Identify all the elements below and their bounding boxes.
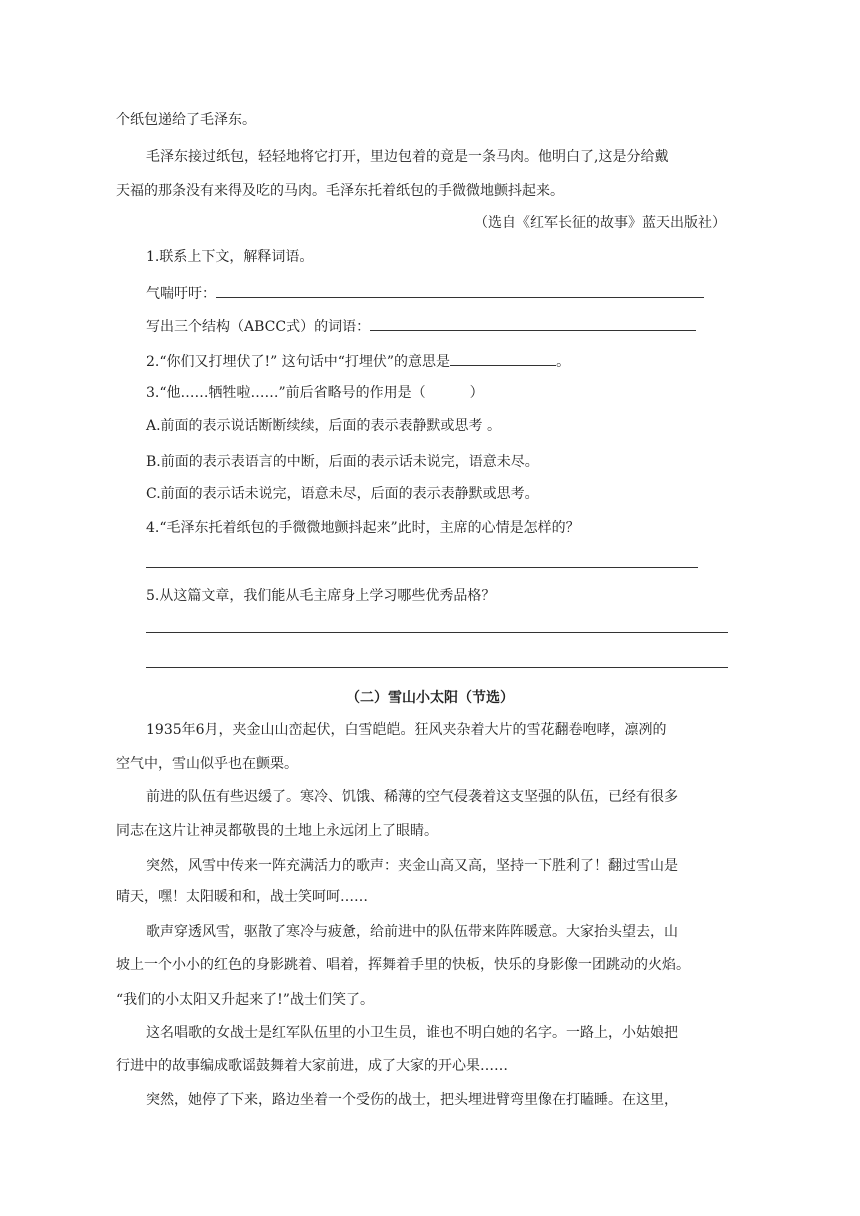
- answer-line[interactable]: [146, 667, 728, 668]
- question-3-text: 3.“他……牺牲啦……”前后省略号的作用是（: [146, 385, 426, 401]
- text-line: “我们的小太阳又升起来了!”战士们笑了。: [116, 992, 374, 1008]
- answer-line[interactable]: [146, 632, 728, 633]
- text-line: 同志在这片让神灵都敬畏的土地上永远闭上了眼睛。: [116, 823, 438, 839]
- text-line: 毛泽东接过纸包，轻轻地将它打开，里边包着的竟是一条马肉。他明白了,这是分给戴: [146, 149, 669, 165]
- source-citation: （选自《红军长征的故事》蓝天出版社）: [474, 215, 726, 231]
- question-3-end: ）: [469, 385, 484, 401]
- question-3: [146, 383, 484, 403]
- question-1a: [146, 283, 704, 304]
- question-2: [146, 351, 570, 372]
- text-line: 突然，她停了下来，路边坐着一个受伤的战士，把头埋进臂弯里像在打瞌睡。在这里，: [146, 1092, 678, 1108]
- answer-blank[interactable]: [450, 351, 556, 366]
- text-line: 行进中的故事编成歌谣鼓舞着大家前进，成了大家的开心果……: [116, 1058, 508, 1074]
- option-c: C.前面的表示话未说完，语意未尽，后面的表示表静默或思考。: [146, 486, 539, 502]
- text-line: 坡上一个小小的红色的身影跳着、唱着，挥舞着手里的快板，快乐的身影像一团跳动的火焰。: [116, 957, 690, 973]
- text-line: 个纸包递给了毛泽东。: [116, 112, 256, 128]
- text-line: 前进的队伍有些迟缓了。寒冷、饥饿、稀薄的空气侵袭着这支坚强的队伍，已经有很多: [146, 789, 678, 805]
- text-line: 天福的那条没有来得及吃的马肉。毛泽东托着纸包的手微微地颤抖起来。: [116, 183, 564, 199]
- text-line: 1935年6月，夹金山山峦起伏，白雪皑皑。狂风夹杂着大片的雪花翻卷咆哮，凛冽的: [146, 722, 667, 738]
- text-line: 突然，风雪中传来一阵充满活力的歌声：夹金山高又高，坚持一下胜利了！翻过雪山是: [146, 858, 678, 874]
- question-2-text: 2.“你们又打埋伏了!” 这句话中“打埋伏”的意思是: [146, 354, 451, 370]
- text-line: 歌声穿透风雪，驱散了寒冷与疲惫，给前进中的队伍带来阵阵暖意。大家抬头望去，山: [146, 924, 678, 940]
- text-line: 空气中，雪山似乎也在颤栗。: [116, 756, 298, 772]
- question-1b-label: 写出三个结构（ABCC式）的词语：: [146, 319, 371, 335]
- question-1a-label: 气喘吁吁：: [146, 286, 216, 302]
- option-b: B.前面的表示表语言的中断，后面的表示话未说完，语意未尽。: [146, 454, 539, 470]
- section-title: （二）雪山小太阳（节选）: [346, 690, 514, 706]
- question-2-end: 。: [556, 354, 571, 370]
- question-1b: [146, 316, 696, 337]
- question-1: 1.联系上下文，解释词语。: [146, 249, 314, 265]
- answer-line[interactable]: [146, 567, 698, 568]
- answer-blank[interactable]: [370, 316, 696, 331]
- answer-blank[interactable]: [216, 283, 704, 298]
- question-4: 4.“毛泽东托着纸包的手微微地颤抖起来”此时，主席的心情是怎样的？: [146, 520, 580, 536]
- text-line: 这名唱歌的女战士是红军队伍里的小卫生员，谁也不明白她的名字。一路上，小姑娘把: [146, 1025, 678, 1041]
- option-a: A.前面的表示说话断断续续，后面的表示表静默或思考 。: [146, 418, 502, 434]
- text-line: 晴天，嘿！太阳暖和和，战士笑呵呵……: [116, 889, 368, 905]
- question-5: 5.从这篇文章，我们能从毛主席身上学习哪些优秀品格？: [146, 588, 496, 604]
